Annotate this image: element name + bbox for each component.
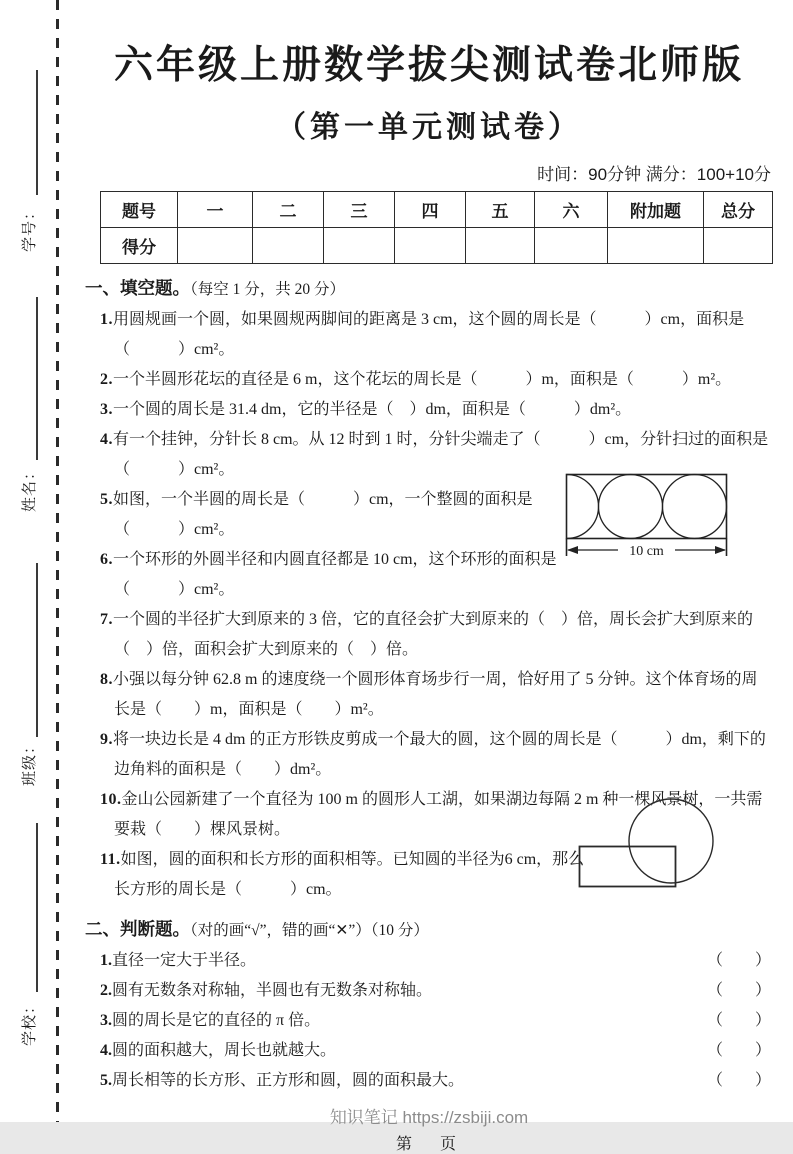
school-label: 学校： bbox=[22, 998, 38, 1047]
student-id-blank-line bbox=[36, 70, 38, 195]
score-table-score-row bbox=[101, 228, 773, 264]
fill-item-5: 5.如图，一个半圆的周长是（ ）cm，一个整圆的面积是（ ）cm²。 bbox=[100, 491, 533, 538]
fill-item-3: 3.一个圆的周长是 31.4 dm，它的半径是（ ）dm，面积是（ ）dm²。 bbox=[100, 401, 632, 418]
fill-item-9: 9.将一块边长是 4 dm 的正方形铁皮剪成一个最大的圆，这个圆的周长是（ ）dm，剩下的边角料的面积是（ ）dm²。 bbox=[100, 731, 766, 778]
section1-heading bbox=[85, 273, 773, 305]
fold-dashed-line bbox=[56, 0, 59, 1122]
section2-note: （对的画“√”，错的画“✕”）（10 分） bbox=[190, 922, 429, 939]
section1-note: （每空 1 分，共 20 分） bbox=[190, 281, 346, 298]
judge-item-3: 3.圆的周长是它的直径的 π 倍。 （ ） bbox=[100, 1006, 773, 1036]
score-empty-cell bbox=[253, 228, 324, 264]
circles-in-rectangle-figure bbox=[565, 473, 735, 561]
score-empty-cell bbox=[608, 228, 704, 264]
score-empty-cell bbox=[535, 228, 608, 264]
score-empty-cell bbox=[395, 228, 466, 264]
figure-dimension-label: 10 cm bbox=[629, 544, 664, 559]
score-table bbox=[100, 191, 773, 264]
paper-title: 六年级上册数学拔尖测试卷北师版 bbox=[113, 44, 744, 87]
answer-parens: （ ） bbox=[706, 1012, 771, 1029]
class-label: 班级： bbox=[22, 738, 38, 787]
page-number: 第 页 bbox=[395, 1136, 462, 1153]
score-empty-cell bbox=[704, 228, 773, 264]
score-empty-cell bbox=[466, 228, 535, 264]
score-header-cell: 总分 bbox=[704, 192, 773, 228]
answer-parens: （ ） bbox=[706, 982, 771, 999]
judge-item-1: 1.直径一定大于半径。 （ ） bbox=[100, 946, 773, 976]
judge-item-4: 4.圆的面积越大，周长也就越大。 （ ） bbox=[100, 1036, 773, 1066]
fill-item-11: 11.如图，圆的面积和长方形的面积相等。已知圆的半径为6 cm，那么长方形的周长是（ ）cm。 bbox=[100, 851, 585, 898]
student-id-label: 学号： bbox=[22, 204, 38, 253]
score-header-cell: 三 bbox=[324, 192, 395, 228]
score-empty-cell bbox=[178, 228, 253, 264]
judge-item-5: 5.周长相等的长方形、正方形和圆，圆的面积最大。 （ ） bbox=[100, 1066, 773, 1096]
fill-item-8: 8.小强以每分钟 62.8 m 的速度绕一个圆形体育场步行一周，恰好用了 5 分钟。这个体育场的周长是（ ）m，面积是（ ）m²。 bbox=[100, 671, 758, 718]
score-header-cell: 四 bbox=[395, 192, 466, 228]
score-header-cell: 二 bbox=[253, 192, 324, 228]
name-label: 姓名： bbox=[22, 464, 38, 513]
school-blank-line bbox=[36, 823, 38, 992]
fill-item-1: 1.用圆规画一个圆，如果圆规两脚间的距离是 3 cm，这个圆的周长是（ ）cm，面积是（ ）cm²。 bbox=[100, 311, 745, 358]
fill-item-2: 2.一个半圆形花坛的直径是 6 m，这个花坛的周长是（ ）m，面积是（ ）m²。 bbox=[100, 371, 732, 388]
answer-parens: （ ） bbox=[706, 952, 771, 969]
score-empty-cell bbox=[324, 228, 395, 264]
score-header-cell: 五 bbox=[466, 192, 535, 228]
score-header-cell: 六 bbox=[535, 192, 608, 228]
score-header-cell: 附加题 bbox=[608, 192, 704, 228]
score-header-cell: 题号 bbox=[101, 192, 178, 228]
fill-item-7: 7.一个圆的半径扩大到原来的 3 倍，它的直径会扩大到原来的（ ）倍，周长会扩大到原来的（ ）倍，面积会扩大到原来的（ ）倍。 bbox=[100, 611, 754, 658]
fill-item-6: 6.一个环形的外圆半径和内圆直径都是 10 cm，这个环形的面积是（ ）cm²。 bbox=[100, 551, 557, 598]
watermark: 知识笔记 https://zsbiji.com bbox=[329, 1108, 529, 1127]
section2-title: 二、判断题。 bbox=[85, 919, 190, 939]
class-blank-line bbox=[36, 563, 38, 737]
circle-rectangle-overlap-figure bbox=[577, 796, 769, 892]
fill-item-4: 4.有一个挂钟，分针长 8 cm。从 12 时到 1 时，分针尖端走了（ ）cm，分针扫过的面积是（ ）cm²。 bbox=[100, 431, 769, 478]
paper-content bbox=[85, 0, 773, 1154]
judge-item-2: 2.圆有无数条对称轴，半圆也有无数条对称轴。 （ ） bbox=[100, 976, 773, 1006]
time-score-info: 时间：90分钟 满分：100+10分 bbox=[537, 165, 771, 184]
answer-parens: （ ） bbox=[706, 1072, 771, 1089]
score-header-cell: 一 bbox=[178, 192, 253, 228]
score-row-label: 得分 bbox=[101, 228, 178, 264]
section2-heading bbox=[85, 914, 773, 946]
fill-item-10: 10.金山公园新建了一个直径为 100 m 的圆形人工湖，如果湖边每隔 2 m 种一棵风景树，一共需要栽（ ）棵风景树。 bbox=[100, 791, 763, 838]
answer-parens: （ ） bbox=[706, 1042, 771, 1059]
name-blank-line bbox=[36, 297, 38, 460]
section1-title: 一、填空题。 bbox=[85, 278, 190, 298]
paper-subtitle: （第一单元测试卷） bbox=[276, 111, 582, 144]
score-table-header-row bbox=[101, 192, 773, 228]
